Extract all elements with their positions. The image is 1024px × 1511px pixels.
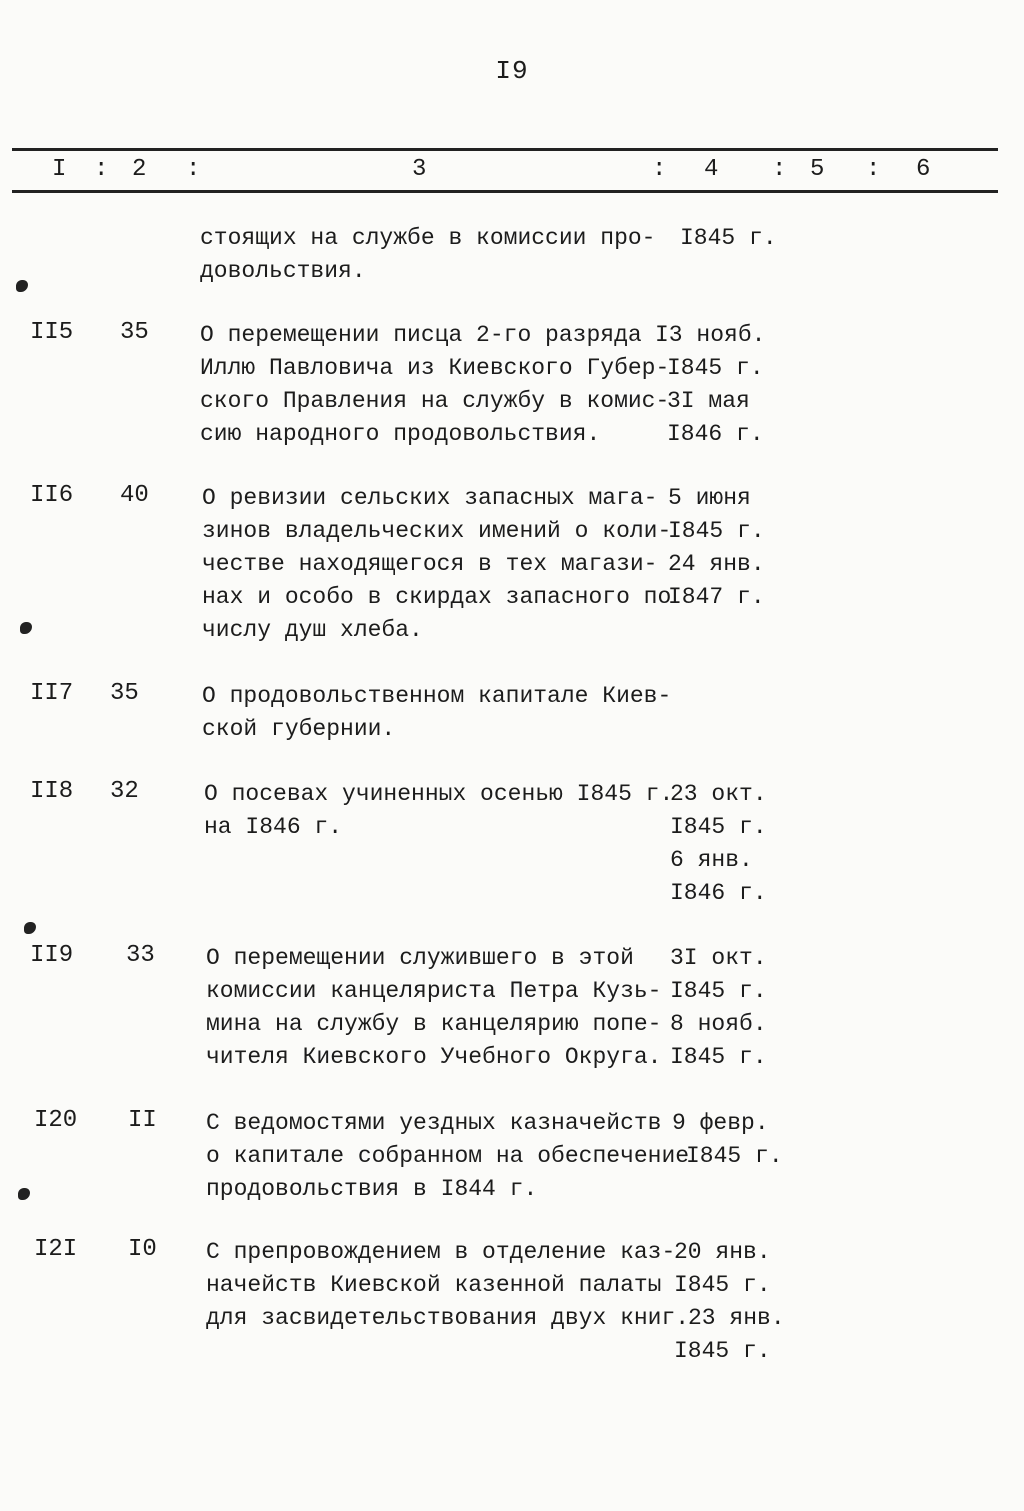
entry-dates [670,942,767,1074]
entry-date-line: I845 г. [667,355,764,381]
entry-number: II9 [30,942,74,969]
entry-dates [674,1236,785,1368]
page-number: I9 [495,56,529,86]
entry-dates [655,319,765,451]
column-separator: : [94,156,109,183]
entry-title [206,1236,689,1335]
column-header-6: 6 [916,156,931,183]
entry-date-line: I845 г. [674,1272,771,1298]
entry-title-line: О продовольственном капитале Киев- [202,683,672,709]
entry-title-line: для засвидетельствования двух книг. [206,1305,690,1331]
ink-blot [20,622,32,634]
entry-number: II7 [30,680,74,707]
entry-title-line: О посевах учиненных осенью I845 г. [204,781,674,807]
entry-date-line: 23 окт. [670,781,767,807]
entry-date-line: I845 г. [686,1143,783,1169]
entry-date-line: I847 г. [668,584,765,610]
entry-sheet-count: 40 [120,482,149,509]
entry-date-line: 23 янв. [688,1305,785,1331]
column-header-1: I [52,156,67,183]
entry-title [206,942,661,1074]
entry-date-line: 3I мая [667,388,750,414]
entry-title-line: О ревизии сельских запасных мага- [202,485,658,511]
header-top-rule [12,148,998,151]
entry-sheet-count: 32 [110,778,139,805]
entry-title-line: Иллю Павловича из Киевского Губер- [200,355,670,381]
entry-date-line: 24 янв. [668,551,765,577]
entry-title-line: числу душ хлеба. [202,617,423,643]
entry-date-line: I846 г. [670,880,767,906]
entry-date-line: 8 нояб. [670,1011,767,1037]
entry-date-line: 9 февр. [672,1110,769,1136]
entry-date-line: I845 г. [670,1044,767,1070]
ink-blot [16,280,28,292]
entry-title [200,319,669,451]
entry-sheet-count: 35 [120,319,149,346]
column-separator: : [186,156,201,183]
column-header-4: 4 [704,156,719,183]
entry-title-line: ской губернии. [202,716,396,742]
entry-title-line: нах и особо в скирдах запасного по [202,584,672,610]
entry-dates [668,482,765,614]
ink-blot [18,1188,30,1200]
entry-title-line: комиссии канцеляриста Петра Кузь- [206,978,662,1004]
entry-title [206,1107,689,1206]
entry-title-line: ского Правления на службу в комис- [200,388,670,414]
entry-title-line: продовольствия в I844 г. [206,1176,538,1202]
entry-number: II5 [30,319,74,346]
entry-date-line: I845 г. [670,978,767,1004]
entry-dates [680,222,777,255]
entry-date-line: I846 г. [667,421,764,447]
column-separator: : [772,156,787,183]
entry-date-line: 20 янв. [674,1239,771,1265]
column-header-2: 2 [132,156,147,183]
entry-number: I20 [34,1107,78,1134]
entry-date-line: I845 г. [680,225,777,251]
entry-title-line: начейств Киевской казенной палаты [206,1272,662,1298]
entry-title-line: зинов владельческих имений о коли- [202,518,672,544]
entry-title-line: О перемещении служившего в этой [206,945,634,971]
entry-date-line: I845 г. [670,814,767,840]
entry-title-line: на I846 г. [204,814,343,840]
entry-title-line: С ведомостями уездных казначейств [206,1110,662,1136]
entry-title-line: сию народного продовольствия. [200,421,601,447]
entry-dates [670,778,767,910]
entry-dates [672,1107,783,1173]
entry-sheet-count: II [128,1107,157,1134]
entry-sheet-count: I0 [128,1236,157,1263]
column-header-3: 3 [412,156,427,183]
entry-title-line: довольствия. [200,258,366,284]
entry-date-line: 6 янв. [670,847,753,873]
entry-date-line: I845 г. [674,1338,771,1364]
ink-blot [24,922,36,934]
header-bottom-rule [12,190,998,193]
entry-title-line: стоящих на службе в комиссии про- [200,225,656,251]
entry-title-line: честве находящегося в тех магази- [202,551,658,577]
entry-date-line: I3 нояб. [655,322,766,348]
entry-title-line: мина на службу в канцелярию попе- [206,1011,662,1037]
entry-date-line: I845 г. [668,518,765,544]
entry-number: II8 [30,778,74,805]
entry-sheet-count: 33 [126,942,155,969]
entry-title [202,680,671,746]
entry-title-line: С препровождением в отделение каз- [206,1239,676,1265]
entry-number: II6 [30,482,74,509]
entry-title-line: о капитале собранном на обеспечение [206,1143,690,1169]
entry-title [204,778,673,844]
entry-title-line: О перемещении писца 2-го разряда [200,322,642,348]
column-separator: : [866,156,881,183]
entry-title [200,222,655,288]
entry-title [202,482,671,647]
entry-title-line: чителя Киевского Учебного Округа. [206,1044,662,1070]
entry-number: I2I [34,1236,78,1263]
column-separator: : [652,156,667,183]
entry-date-line: 3I окт. [670,945,767,971]
column-header-5: 5 [810,156,825,183]
entry-sheet-count: 35 [110,680,139,707]
entry-date-line: 5 июня [668,485,751,511]
